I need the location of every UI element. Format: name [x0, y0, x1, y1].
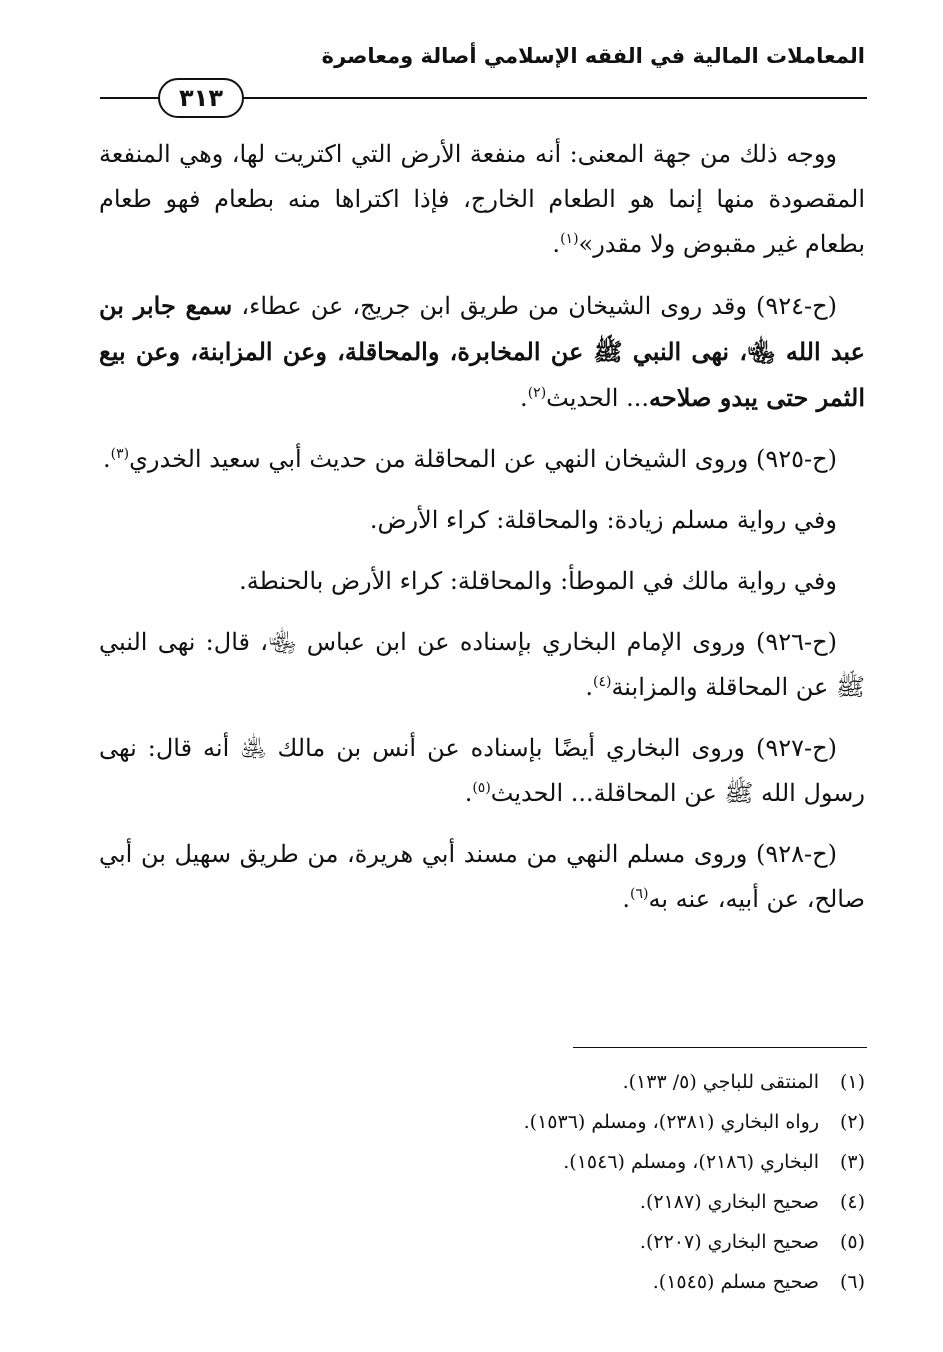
footnote-item: [99, 1102, 865, 1142]
paragraph-text: (ح-٩٢٧) وروى البخاري أيضًا بإسناده عن أنس بن مالك ﵁ أنه قال: نهى رسول الله ﷺ عن المحاقلة... الحديث: [99, 734, 865, 807]
footnote-ref: (٥): [472, 780, 491, 796]
footnote-item: [99, 1222, 865, 1262]
paragraph-end: .: [585, 673, 593, 701]
paragraph-tail: ... الحديث: [546, 384, 649, 412]
footnote-text: المنتقى للباجي (٥/ ١٣٣).: [622, 1071, 819, 1093]
footnote-ref: (٣): [110, 446, 130, 462]
paragraph-meaning: [99, 132, 865, 267]
footnote-item: [99, 1262, 865, 1302]
footnote-ref: (٤): [592, 674, 612, 690]
paragraph-hadith-927: [99, 726, 865, 816]
paragraph-text: (ح-٩٢٦) وروى الإمام البخاري بإسناده عن ابن عباس ﵄، قال: نهى النبي ﷺ عن المحاقلة والمزابنة: [99, 628, 865, 701]
footnote-ref: (١): [560, 231, 579, 247]
footnote-number: (١): [839, 1071, 865, 1093]
footnote-text: صحيح مسلم (١٥٤٥).: [652, 1271, 819, 1293]
paragraph-text: وفي رواية مسلم زيادة: والمحاقلة: كراء الأرض.: [369, 506, 837, 534]
paragraph-end: .: [103, 445, 111, 473]
paragraph-text: (ح-٩٢٤) وقد روى الشيخان من طريق ابن جريج، عن عطاء،: [232, 292, 837, 320]
footnote-ref: (٦): [630, 886, 649, 902]
footnote-text: صحيح البخاري (٢٢٠٧).: [639, 1231, 819, 1253]
paragraph-end: .: [520, 384, 528, 412]
paragraph-end: .: [464, 779, 473, 807]
paragraph-hadith-926: [99, 620, 865, 710]
paragraph-hadith-928: [99, 832, 865, 922]
paragraph-muslim-addition: [99, 498, 865, 543]
paragraph-hadith-925: [99, 437, 865, 482]
page-number: ٣١٣: [158, 78, 244, 118]
footnotes-list: [99, 1062, 865, 1302]
footnote-text: رواه البخاري (٢٣٨١)، ومسلم (١٥٣٦).: [523, 1111, 819, 1133]
footnote-number: (٦): [839, 1271, 865, 1293]
footnote-item: [99, 1142, 865, 1182]
paragraph-end: .: [622, 885, 630, 913]
paragraph-text: وفي رواية مالك في الموطأ: والمحاقلة: كراء الأرض بالحنطة.: [239, 567, 837, 595]
footnote-separator: [573, 1047, 867, 1048]
paragraph-malik-narration: [99, 559, 865, 604]
paragraph-end: .: [552, 230, 561, 258]
paragraph-text: (ح-٩٢٨) وروى مسلم النهي من مسند أبي هريرة، من طريق سهيل بن أبي صالح، عن أبيه، عنه به: [99, 840, 865, 913]
footnote-ref: (٢): [527, 385, 547, 401]
paragraph-text: ووجه ذلك من جهة المعنى: أنه منفعة الأرض التي اكتريت لها، وهي المنفعة المقصودة منها إنما هو الطعام الخارج، فإذا اكتراها منه بطعام فهو طعام بطعام غير مقبوض ولا مقدر»: [99, 140, 865, 258]
footnote-number: (٢): [839, 1111, 865, 1133]
footnote-text: صحيح البخاري (٢١٨٧).: [639, 1191, 819, 1213]
footnote-item: [99, 1182, 865, 1222]
running-header-title: المعاملات المالية في الفقه الإسلامي أصالة ومعاصرة: [321, 44, 865, 68]
footnote-number: (٣): [839, 1151, 865, 1173]
hadith-bold-text: سمع جابر بن عبد الله ﵄، نهى النبي ﷺ عن المخابرة، والمحاقلة، وعن المزابنة، وعن بيع الثمر حتى يبدو صلاحه: [99, 291, 865, 412]
body-text: [99, 132, 865, 938]
footnote-number: (٤): [839, 1191, 865, 1213]
paragraph-hadith-924: [99, 283, 865, 421]
footnote-item: [99, 1062, 865, 1102]
footnote-number: (٥): [839, 1231, 865, 1253]
paragraph-text: (ح-٩٢٥) وروى الشيخان النهي عن المحاقلة من حديث أبي سعيد الخدري: [129, 445, 837, 473]
footnote-text: البخاري (٢١٨٦)، ومسلم (١٥٤٦).: [563, 1151, 819, 1173]
